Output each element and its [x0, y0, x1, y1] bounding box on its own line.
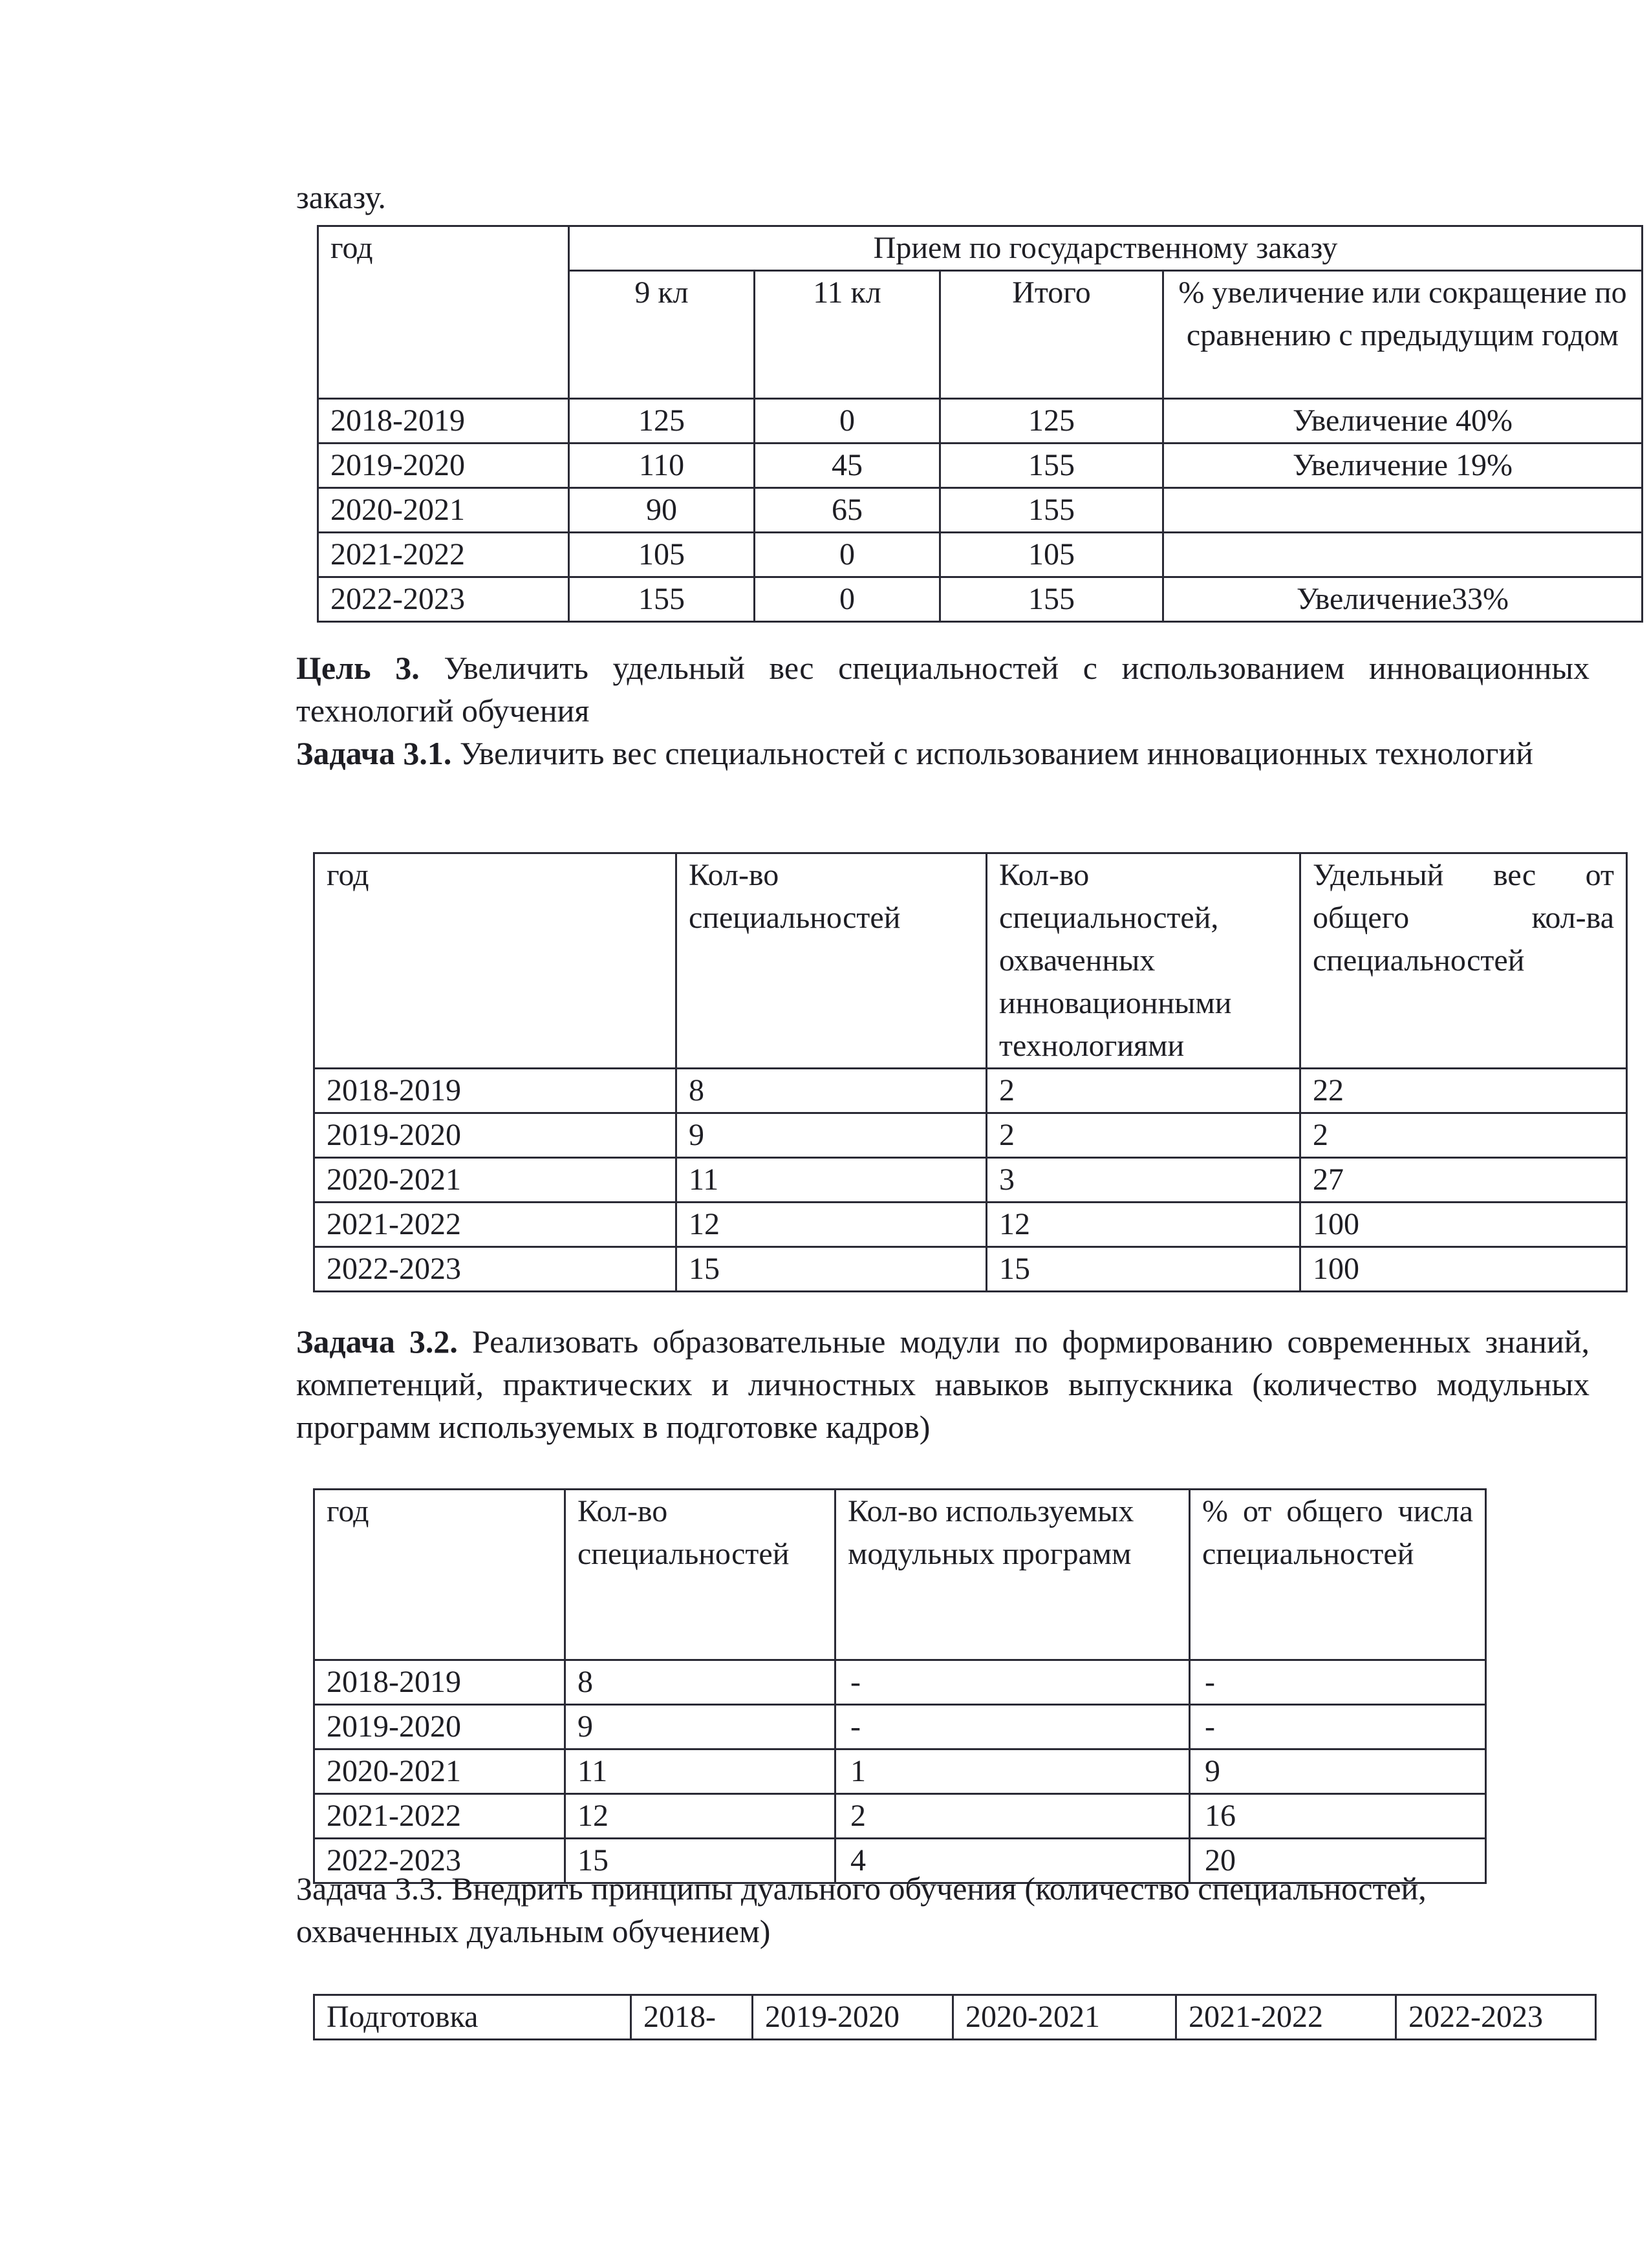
cell-specialties: 12 — [565, 1794, 835, 1839]
table-row — [314, 1203, 1627, 1247]
header-grade11: 11 кл — [755, 271, 940, 399]
task-3-2-paragraph — [296, 1320, 1590, 1448]
cell-year: 2018-2019 — [318, 399, 569, 444]
cell-innovative: 2 — [987, 1113, 1300, 1158]
cell-change — [1163, 533, 1643, 577]
header-state-order: Прием по государственному заказу — [569, 226, 1643, 271]
task-3-2-label: Задача 3.2. — [296, 1323, 458, 1360]
cell-grade11: 65 — [755, 488, 940, 533]
header-2022-2023: 2022-2023 — [1396, 1995, 1596, 2040]
header-change: % увеличение или сокращение по сравнению с предыдущим годом — [1163, 271, 1643, 399]
cell-percent: - — [1190, 1660, 1486, 1705]
table-row — [314, 1069, 1627, 1113]
cell-total: 155 — [940, 488, 1163, 533]
cell-year: 2020-2021 — [318, 488, 569, 533]
header-2018: 2018- — [631, 1995, 753, 2040]
header-share: Удельный вес от общего кол-ва специальностей — [1300, 853, 1627, 1069]
cell-specialties: 11 — [565, 1749, 835, 1794]
cell-year: 2019-2020 — [314, 1113, 676, 1158]
cell-specialties: 8 — [676, 1069, 987, 1113]
header-2021-2022: 2021-2022 — [1176, 1995, 1396, 2040]
header-total: Итого — [940, 271, 1163, 399]
header-training: Подготовка — [314, 1995, 631, 2040]
header-2019-2020: 2019-2020 — [753, 1995, 953, 2040]
cell-year: 2022-2023 — [314, 1839, 565, 1883]
table-row — [314, 1749, 1486, 1794]
cell-grade9: 105 — [569, 533, 755, 577]
table-row — [314, 1247, 1627, 1292]
intro-fragment: заказу. — [296, 179, 386, 215]
cell-change — [1163, 488, 1643, 533]
cell-programs: - — [835, 1660, 1190, 1705]
cell-specialties: 8 — [565, 1660, 835, 1705]
cell-total: 155 — [940, 577, 1163, 622]
table-row — [314, 1660, 1486, 1705]
cell-change: Увеличение 40% — [1163, 399, 1643, 444]
cell-specialties: 9 — [676, 1113, 987, 1158]
header-2020-2021: 2020-2021 — [953, 1995, 1176, 2040]
table-row — [314, 1794, 1486, 1839]
cell-total: 105 — [940, 533, 1163, 577]
cell-year: 2021-2022 — [318, 533, 569, 577]
cell-share: 27 — [1300, 1158, 1627, 1203]
task-3-3-paragraph: Задача 3.3. Внедрить принципы дуального обучения (количество специальностей, охваченных дуальным обучением) — [296, 1870, 1427, 1949]
table-row — [318, 533, 1643, 577]
cell-programs: 2 — [835, 1794, 1190, 1839]
cell-year: 2018-2019 — [314, 1660, 565, 1705]
cell-percent: 9 — [1190, 1749, 1486, 1794]
cell-percent: - — [1190, 1705, 1486, 1749]
cell-innovative: 15 — [987, 1247, 1300, 1292]
cell-year: 2020-2021 — [314, 1158, 676, 1203]
cell-share: 100 — [1300, 1203, 1627, 1247]
cell-specialties: 12 — [676, 1203, 987, 1247]
cell-year: 2020-2021 — [314, 1749, 565, 1794]
header-year: год — [318, 226, 569, 399]
cell-grade11: 45 — [755, 444, 940, 488]
cell-specialties: 15 — [676, 1247, 987, 1292]
task-3-1-text: Увеличить вес специальностей с использованием инновационных технологий — [459, 735, 1533, 771]
header-grade9: 9 кл — [569, 271, 755, 399]
header-modular-programs: Кол-во используемых модульных программ — [835, 1490, 1190, 1660]
cell-innovative: 2 — [987, 1069, 1300, 1113]
cell-specialties: 9 — [565, 1705, 835, 1749]
header-innovative-count: Кол-во специальностей, охваченных инновационными технологиями — [987, 853, 1300, 1069]
goal-3-text: Увеличить удельный вес специальностей с использованием инновационных технологий обучения — [296, 650, 1590, 729]
table-row — [314, 1158, 1627, 1203]
cell-year: 2022-2023 — [318, 577, 569, 622]
header-percent: % от общего числа специальностей — [1190, 1490, 1486, 1660]
cell-change: Увеличение33% — [1163, 577, 1643, 622]
cell-grade9: 125 — [569, 399, 755, 444]
cell-grade9: 155 — [569, 577, 755, 622]
innovative-specialties-table — [313, 852, 1628, 1292]
table-row — [314, 1705, 1486, 1749]
header-year: год — [314, 853, 676, 1069]
table-row — [318, 488, 1643, 533]
cell-year: 2022-2023 — [314, 1247, 676, 1292]
header-specialties-count: Кол-во специальностей — [565, 1490, 835, 1660]
table-row — [314, 1113, 1627, 1158]
cell-share: 22 — [1300, 1069, 1627, 1113]
cell-share: 100 — [1300, 1247, 1627, 1292]
cell-grade11: 0 — [755, 577, 940, 622]
cell-grade11: 0 — [755, 399, 940, 444]
cell-total: 155 — [940, 444, 1163, 488]
state-order-admission-table — [317, 225, 1643, 623]
cell-percent: 16 — [1190, 1794, 1486, 1839]
table-row — [318, 444, 1643, 488]
cell-year: 2019-2020 — [318, 444, 569, 488]
cell-specialties: 15 — [565, 1839, 835, 1883]
header-year: год — [314, 1490, 565, 1660]
cell-year: 2021-2022 — [314, 1203, 676, 1247]
cell-year: 2018-2019 — [314, 1069, 676, 1113]
cell-programs: - — [835, 1705, 1190, 1749]
task-3-1-label: Задача 3.1. — [296, 735, 452, 771]
goal-3-label: Цель 3. — [296, 650, 420, 686]
cell-year: 2019-2020 — [314, 1705, 565, 1749]
cell-year: 2021-2022 — [314, 1794, 565, 1839]
table-row — [318, 577, 1643, 622]
cell-programs: 1 — [835, 1749, 1190, 1794]
table-row — [318, 399, 1643, 444]
cell-percent: 20 — [1190, 1839, 1486, 1883]
cell-change: Увеличение 19% — [1163, 444, 1643, 488]
cell-innovative: 3 — [987, 1158, 1300, 1203]
modular-programs-table — [313, 1488, 1487, 1884]
cell-grade9: 90 — [569, 488, 755, 533]
cell-grade9: 110 — [569, 444, 755, 488]
cell-specialties: 11 — [676, 1158, 987, 1203]
cell-innovative: 12 — [987, 1203, 1300, 1247]
task-3-1-paragraph — [296, 732, 1590, 775]
cell-total: 125 — [940, 399, 1163, 444]
cell-grade11: 0 — [755, 533, 940, 577]
cell-share: 2 — [1300, 1113, 1627, 1158]
cell-programs: 4 — [835, 1839, 1190, 1883]
header-specialties-count: Кол-во специальностей — [676, 853, 987, 1069]
dual-education-table — [313, 1994, 1597, 2040]
goal-3-paragraph — [296, 647, 1590, 732]
task-3-2-text: Реализовать образовательные модули по формированию современных знаний, компетенций, практических и личностных навыков выпускника (количество модульных программ используемых в подготовке кадров) — [296, 1323, 1590, 1445]
